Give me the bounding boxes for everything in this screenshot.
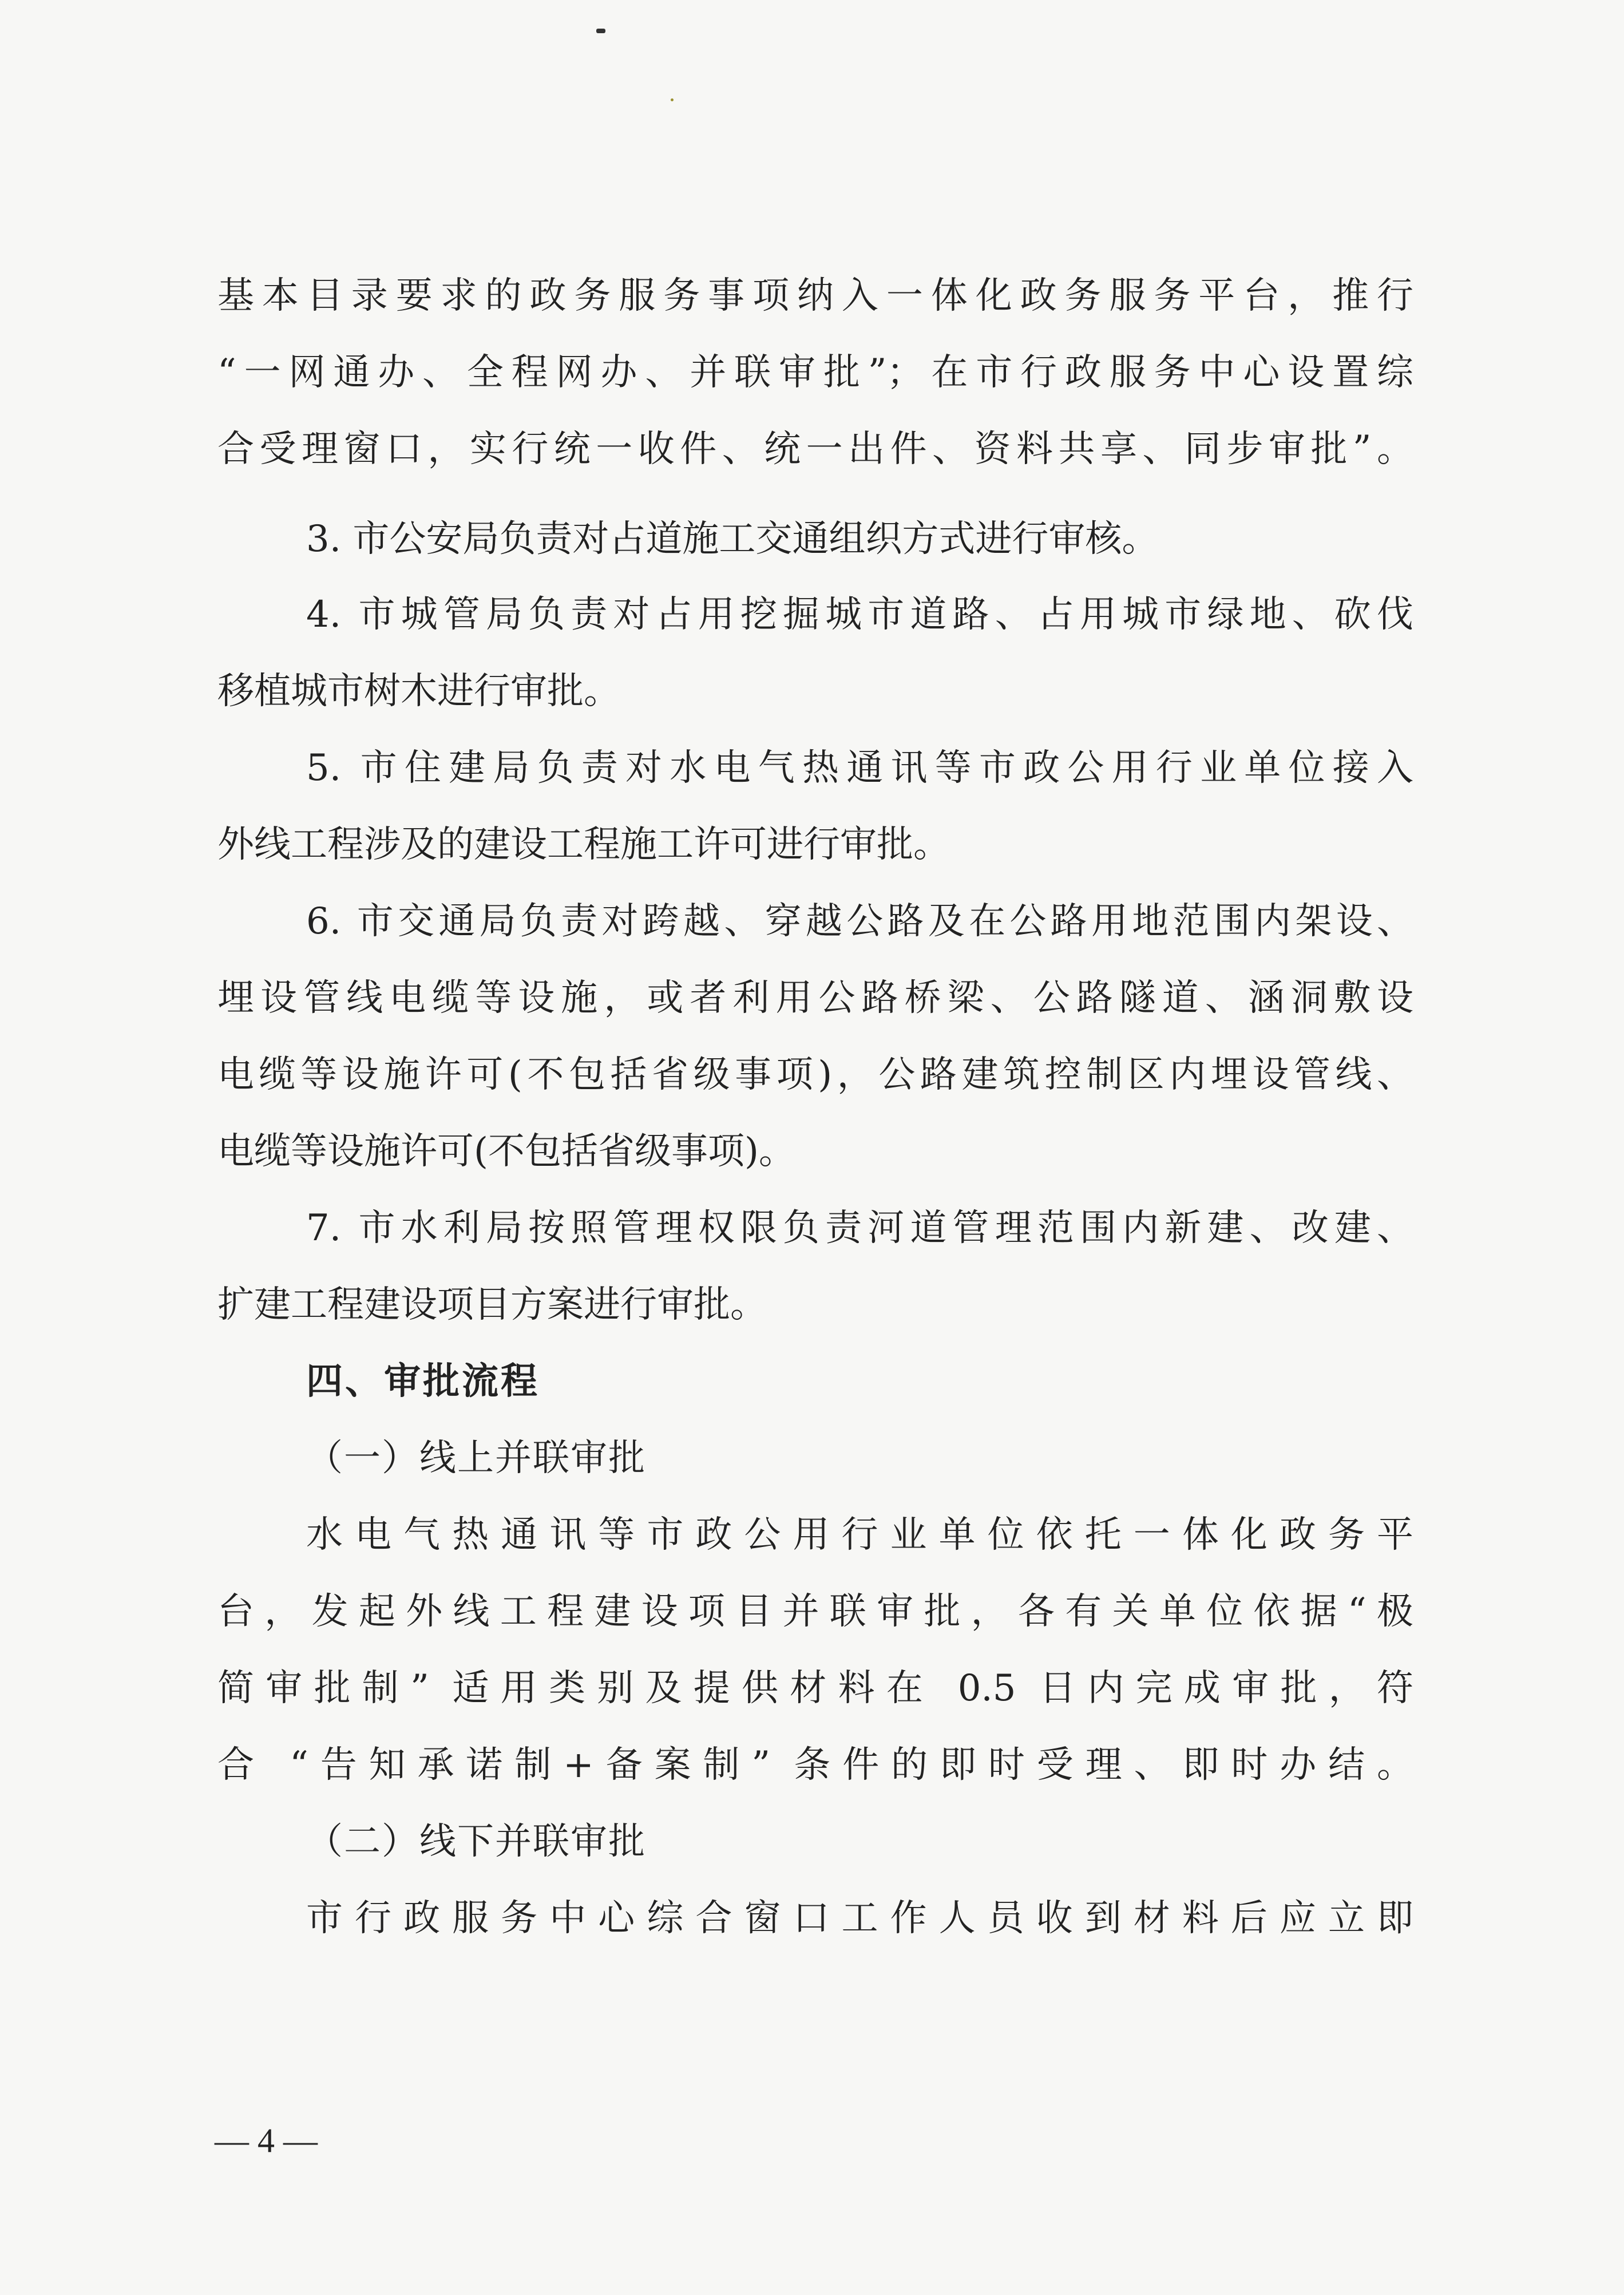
page-number: — 4 — [215,2122,318,2159]
body-text-line: 7. 市水利局按照管理权限负责河道管理范围内新建、改建、 [306,1207,1413,1249]
body-text-line: 6. 市交通局负责对跨越、穿越公路及在公路用地范围内架设、 [306,900,1413,943]
scan-mark [596,29,605,33]
body-text-line: 市行政服务中心综合窗口工作人员收到材料后应立即 [306,1897,1413,1940]
body-text-line: 埋设管线电缆等设施，或者利用公路桥梁、公路隧道、涵洞敷设 [217,977,1413,1019]
body-text-line: 4. 市城管局负责对占用挖掘城市道路、占用城市绿地、砍伐 [306,593,1413,636]
body-text-line: 3. 市公安局负责对占道施工交通组织方式进行审核。 [306,518,1159,560]
body-text-line: “一网通办、全程网办、并联审批”；在市行政服务中心设置综 [217,351,1413,394]
body-text-line: 电缆等设施许可(不包括省级事项)。 [217,1130,795,1173]
body-text-line: 电缆等设施许可(不包括省级事项)，公路建筑控制区内埋设管线、 [217,1054,1413,1096]
subsection-heading: （一）线上并联审批 [306,1437,646,1479]
body-text-line: 基本目录要求的政务服务事项纳入一体化政务服务平台，推行 [217,275,1413,317]
body-text-line: 移植城市树木进行审批。 [217,670,620,713]
body-text-line: 扩建工程建设项目方案进行审批。 [217,1284,767,1326]
body-text-line: 水电气热通讯等市政公用行业单位依托一体化政务平 [306,1514,1413,1556]
body-text-line: 合 “告知承诺制+备案制” 条件的即时受理、即时办结。 [217,1744,1413,1786]
body-text-line: 外线工程涉及的建设工程施工许可进行审批。 [217,824,950,866]
body-text-line: 台，发起外线工程建设项目并联审批，各有关单位依据“极 [217,1590,1413,1633]
body-text-line: 简审批制” 适用类别及提供材料在 0.5 日内完成审批，符 [217,1667,1413,1710]
scan-speck [671,98,674,101]
body-text-line: 5. 市住建局负责对水电气热通讯等市政公用行业单位接入 [306,747,1413,789]
body-text-line: 合受理窗口，实行统一收件、统一出件、资料共享、同步审批”。 [217,428,1413,470]
section-heading: 四、审批流程 [306,1360,540,1403]
subsection-heading: （二）线下并联审批 [306,1821,646,1863]
